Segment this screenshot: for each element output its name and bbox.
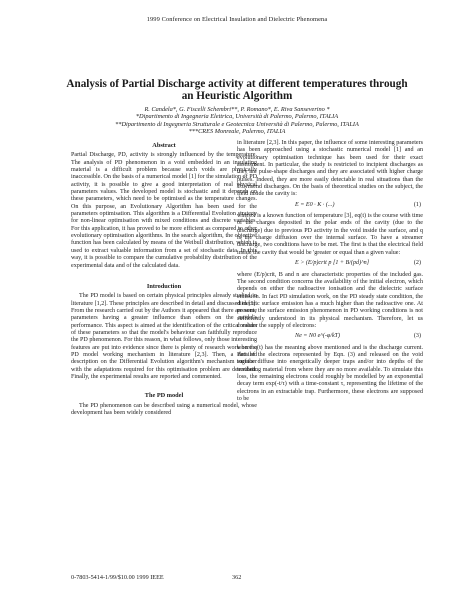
introduction-text: The PD model is based on certain physical principles already studied in literature [1,2]. These principles are described in detail and discussed in [1]. From the research carried out by the Authors it appeared that there are some parameters having a greater influence than others on the model's performance. This aspect is aimed at the identification of the critical values of these parameters so that the model's behaviour can faithfully reproduce the PD phenomenon. For this reason, in what follows, only those interesting features are put into evidence since there is plenty of research work on the PD model working mechanism in literature [2,3]. Then, a detailed description on the Differential Evolution algorithm's mechanism together with the adaptations required for this optimisation problem are described. Finally, the experimental results are reported and commented. [71, 293, 257, 380]
right-paragraph-2: where f is a known function of temperature [3], eq(t) is the course with time of the charges deposited in the polar ends of the cavity (due to the discharge) due to previous PD activity in the void inside the surface, and q is the charge diffusion over the internal surface. To have a streamer discharge, two conditions have to be met. The first is that the electrical field inside the cavity that would be 'greater or equal than a given value: [237, 213, 423, 256]
equation-2-body: E > (E/p)crit p [1 + B/(pd)^n] [295, 260, 370, 267]
equation-1-body: E = E0 · K · (...) [295, 201, 335, 208]
pd-model-text: The PD phenomenon can be described using a numerical model, whose development has been widely considered [71, 402, 257, 416]
equation-3-body: Ne = N0 e^(-φ/kT) [295, 333, 341, 340]
equation-2 [237, 260, 423, 267]
copyright-line: 0-7803-5414-1/99/$10.00 1999 IEEE [71, 574, 164, 581]
equation-3 [237, 333, 423, 340]
right-paragraph-1: in literature [2,3]. In this paper, the influence of some interesting parameters has been approached using a stochastic numerical model [1] and an evolutionary optimisation technique has been used for their exact assessment. In particular, the study is restricted to incipient discharges as they are pulse-shape discharges and they are associated with higher charge pulses. Indeed, they are more easily detectable in real situations than the Townsend discharges. On the basis of theoretical studies on the subject, the field inside the cavity is: [237, 140, 423, 198]
abstract-text: Partial Discharge, PD, activity is strongly influenced by the temperature. The analysis of PD phenomenon in a void embedded in an insulating material is a difficult problem because such voids are physically inaccessible. On the basis of a numerical model [1] for the simulation of PD activity, it is possible to give a good interpretation of real physical parameters values. The developed model is stochastic and it depends on these parameters, which need to be optimised as the temperature changes. On this purpose, an Evolutionary Algorithm has been used for the parameters optimisation. This algorithm is a Differential Evolution strategy for non-linear optimisation with mixed conditions and discrete variables. For this application, it has proved to be more efficient as compared to other evolutionary optimisation algorithms. In the search algorithm, the objective function has been calculated by means of the Weibull distribution, which is used to extract valuable information from a set of stochastic data. In this way, it is possible to compare the cumulative probability distribution of the experimental data and of the calculated data. [71, 152, 257, 269]
right-column [237, 140, 423, 406]
abstract-heading: Abstract [152, 142, 176, 149]
author-names: R. Candela*, G. Fiscelli Schembri**, P. Romano*, E. Riva Sanseverino * [144, 106, 330, 113]
right-paragraph-3: where (E/p)crit, B and n are characteristic properties of the included gas. The second condition concerns the availability of the initial electron, which depends on either the radioactive ionisation and the dielectric surface emission. In fact PD simulation work, on the PD steady state condition, the dielectric surface emission has a much higher than the radioactive one. At present, the surface emission phenomenon in PD working conditions is not sufficiently understood in its physical mechanism. Therefore, let us consider the supply of electrons: [237, 271, 423, 329]
page-number: 362 [232, 574, 242, 581]
equation-3-number: (3) [413, 333, 421, 340]
pd-model-heading: The PD model [144, 392, 184, 400]
left-column [71, 140, 257, 420]
equation-1 [237, 202, 423, 209]
introduction-heading: Introduction [146, 282, 182, 290]
author-block [60, 106, 414, 135]
affiliation-3: ***CRES Monreale, Palermo, ITALIA [188, 127, 286, 135]
equation-1-number: (1) [413, 201, 421, 208]
equation-2-number: (2) [413, 260, 421, 267]
affiliation-2: **Dipartimento di Ingegneria Strutturale e Geotecnica Università di Palermo, Palermo, ITALIA [115, 120, 359, 128]
paper-title: Analysis of Partial Discharge activity at different temperatures through an Heuristic Algorithm [66, 78, 408, 102]
right-paragraph-4: where q(t) has the meaning above mentioned and is the discharge current. Part of the electrons represented by Eqn. (3) and released on the void surface diffuse into energetically deeper traps and/or into depths of the insulating material from where they are no more available. To simulate this loss, the remaining electrons could roughly be modelled by an exponential decay term exp(-t/τ) with a time-constant τ, representing the lifetime of the electrons in an extractable trap. Furthermore, these electrons are supposed to be [237, 344, 423, 402]
affiliation-1: *Dipartimento di Ingegneria Elettrica, Università di Palermo, Palermo, ITALIA [135, 113, 339, 121]
conference-header: 1999 Conference on Electrical Insulation and Dielectric Phenomena [146, 16, 328, 23]
